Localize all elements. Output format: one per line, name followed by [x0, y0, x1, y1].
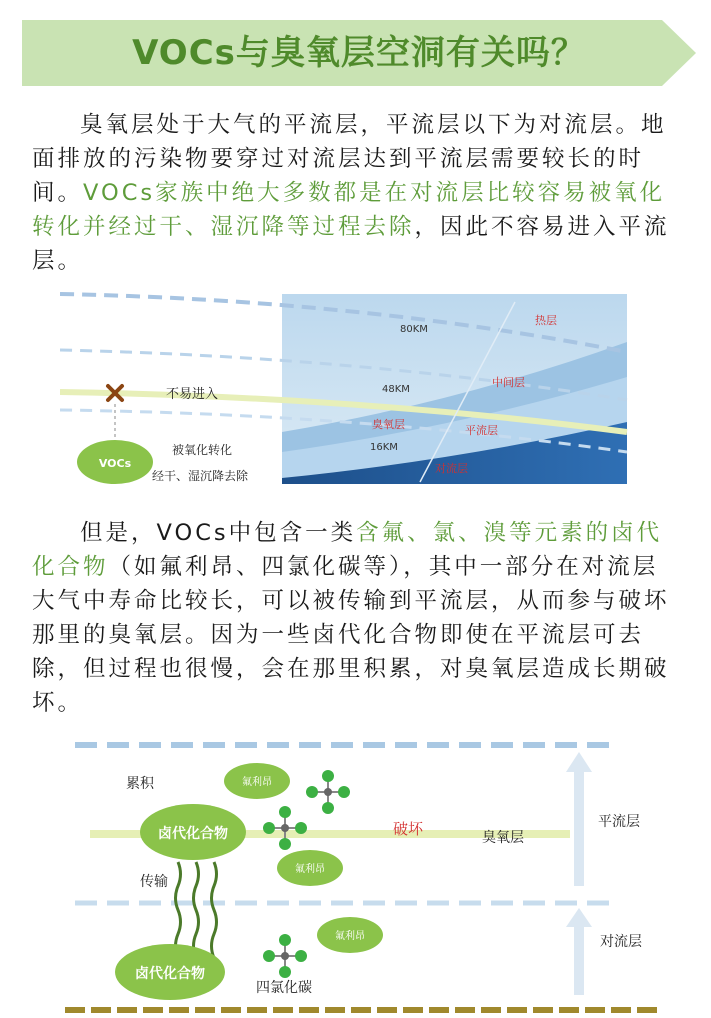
molecule-icon-low: [263, 934, 307, 978]
molecule-icon-mid: [263, 806, 307, 850]
transport-label: 传输: [140, 874, 168, 890]
paragraph-1: [32, 108, 682, 278]
para2-highlight: 含氟、氯、溴等元素的卤代化合物: [32, 520, 663, 580]
ccl4-label: 四氯化碳: [256, 980, 312, 996]
layer-thermosphere: 热层: [535, 314, 557, 327]
blocked-label: 不易进入: [166, 387, 219, 402]
para2-text-a: 但是，VOCs中包含一类: [80, 520, 357, 546]
up-arrow-strato: [566, 752, 592, 886]
para1-text-a: 臭氧层处于大气的平流层，平流层以下为对流层。地面排放的污染物要穿过对流层达到平流层需要较长的时间。: [32, 112, 667, 206]
freon-label-top: 氟利昂: [242, 777, 272, 788]
atmosphere-diagram: [60, 282, 640, 492]
ozone-label: 臭氧层: [482, 830, 524, 846]
halo-label-upper: 卤代化合物: [158, 826, 228, 842]
halocarbon-diagram: [60, 730, 680, 1018]
oxidation-label: 被氧化转化: [172, 443, 233, 457]
vocs-label: VOCs: [98, 457, 132, 470]
deposition-label: 经干、湿沉降去除: [152, 469, 249, 483]
halo-label-lower: 卤代化合物: [135, 966, 205, 982]
layer-troposphere: 对流层: [435, 462, 468, 475]
para1-highlight: VOCs家族中绝大多数都是在对流层比较容易被氧化转化并经过干、湿沉降等过程去除: [32, 180, 666, 240]
freon-label-low: 氟利昂: [335, 931, 365, 942]
alt-80-label: 80KM: [400, 324, 428, 335]
destroy-label: 破坏: [393, 820, 424, 838]
strato-label: 平流层: [598, 814, 640, 830]
up-arrow-tropo: [566, 908, 592, 995]
paragraph-2: [32, 516, 682, 720]
alt-16-label: 16KM: [370, 442, 398, 453]
alt-48-label: 48KM: [382, 384, 410, 395]
layer-mesosphere: 中间层: [492, 376, 525, 389]
para1-text-c: ，因此不容易进入平流层。: [32, 214, 670, 274]
para2-text-c: （如氟利昂、四氯化碳等），其中一部分在对流层大气中寿命比较长，可以被传输到平流层，从而参与破坏那里的臭氧层。因为一些卤代化合物即使在平流层可去除，但过程也很慢，会在那里积累，对臭氧层造成长期破坏。: [32, 554, 670, 716]
layer-stratosphere: 平流层: [465, 424, 498, 437]
freon-label-mid: 氟利昂: [295, 864, 325, 875]
molecule-icon-top: [306, 770, 350, 814]
accumulate-label: 累积: [126, 776, 154, 792]
tropo-label: 对流层: [600, 934, 642, 950]
layer-ozone: 臭氧层: [372, 418, 405, 431]
page-title: VOCs与臭氧层空洞有关吗？: [132, 33, 586, 73]
